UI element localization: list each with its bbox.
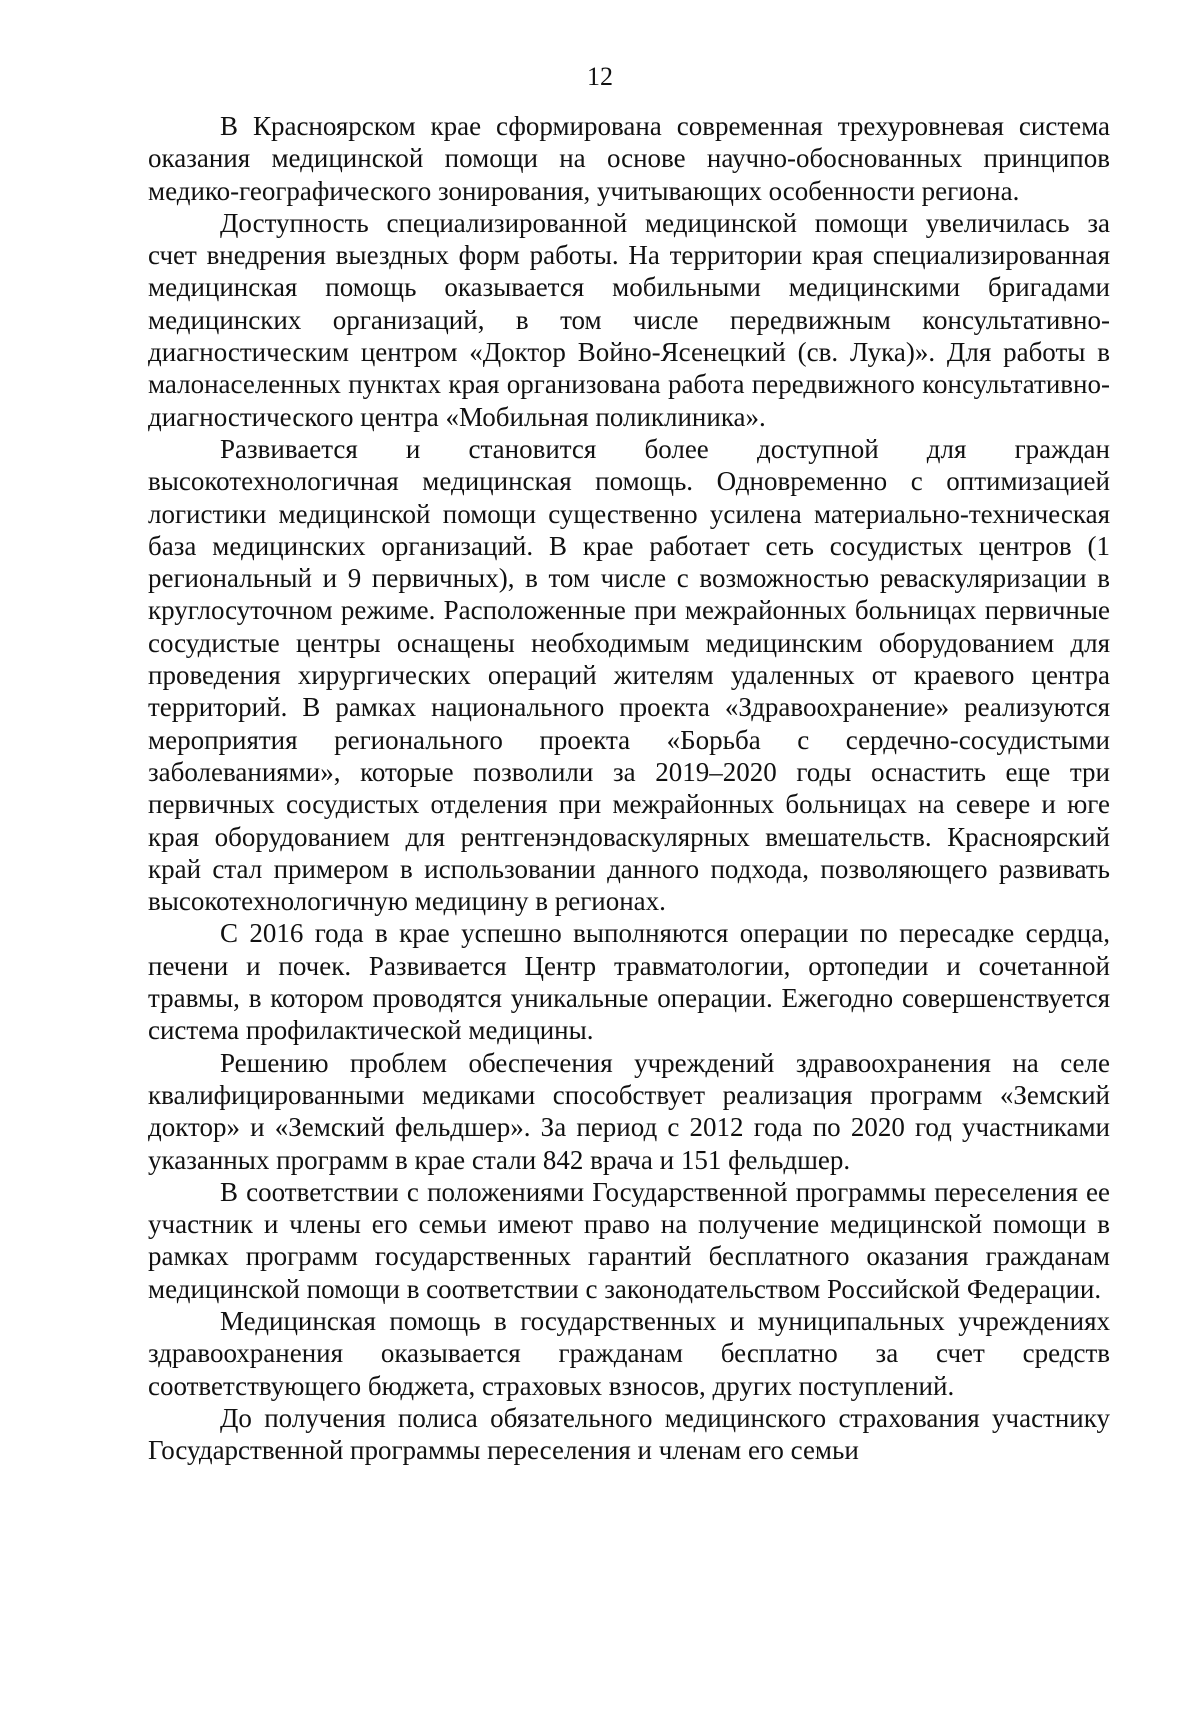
paragraph: С 2016 года в крае успешно выполняются операции по пересадке сердца, печени и почек. Развивается Центр травматологии, ортопедии и сочетанной травмы, в котором проводятся уникальные операции. Ежегодно совершенствуется система профилактической медицины. — [148, 918, 1110, 1046]
paragraph: До получения полиса обязательного медицинского страхования участнику Государственной программы переселения и членам его семьи — [148, 1402, 1110, 1466]
page-number: 12 — [587, 62, 613, 91]
paragraph: В соответствии с положениями Государственной программы переселения ее участник и члены его семьи имеют право на получение медицинской помощи в рамках программ государственных гарантий бесплатного оказания гражданам медицинской помощи в соответствии с законодательством Российской Федерации. — [148, 1176, 1110, 1304]
paragraph: В Красноярском крае сформирована современная трехуровневая система оказания медицинской помощи на основе научно-обоснованных принципов медико-географического зонирования, учитывающих особенности региона. — [148, 111, 1110, 206]
paragraph: Медицинская помощь в государственных и муниципальных учреждениях здравоохранения оказывается гражданам бесплатно за счет средств соответствующего бюджета, страховых взносов, других поступлений. — [148, 1305, 1110, 1401]
paragraph: Решению проблем обеспечения учреждений здравоохранения на селе квалифицированными медиками способствует реализация программ «Земский доктор» и «Земский фельдшер». За период с 2012 года по 2020 год участниками указанных программ в крае стали 842 врача и 151 фельдшер. — [148, 1047, 1110, 1175]
paragraph: Доступность специализированной медицинской помощи увеличилась за счет внедрения выездных форм работы. На территории края специализированная медицинская помощь оказывается мобильными медицинскими бригадами медицинских организаций, в том числе передвижным консультативно-диагностическим центром «Доктор Войно-Ясенецкий (св. Лука)». Для работы в малонаселенных пунктах края организована работа передвижного консультативно-диагностического центра «Мобильная поликлиника». — [148, 207, 1110, 432]
paragraph: Развивается и становится более доступной для граждан высокотехнологичная медицинская помощь. Одновременно с оптимизацией логистики медицинской помощи существенно усилена материально-техническая база медицинских организаций. В крае работает сеть сосудистых центров (1 региональный и 9 первичных), в том числе с возможностью реваскуляризации в круглосуточном режиме. Расположенные при межрайонных больницах первичные сосудистые центры оснащены необходимым медицинским оборудованием для проведения хирургических операций жителям удаленных от краевого центра территорий. В рамках национального проекта «Здравоохранение» реализуются мероприятия регионального проекта «Борьба с сердечно-сосудистыми заболеваниями», которые позволили за 2019–2020 годы оснастить еще три первичных сосудистых отделения при межрайонных больницах на севере и юге края оборудованием для рентгенэндоваскулярных вмешательств. Красноярский край стал примером в использовании данного подхода, позволяющего развивать высокотехнологичную медицину в регионах. — [148, 433, 1110, 917]
body-text — [148, 110, 1110, 1466]
